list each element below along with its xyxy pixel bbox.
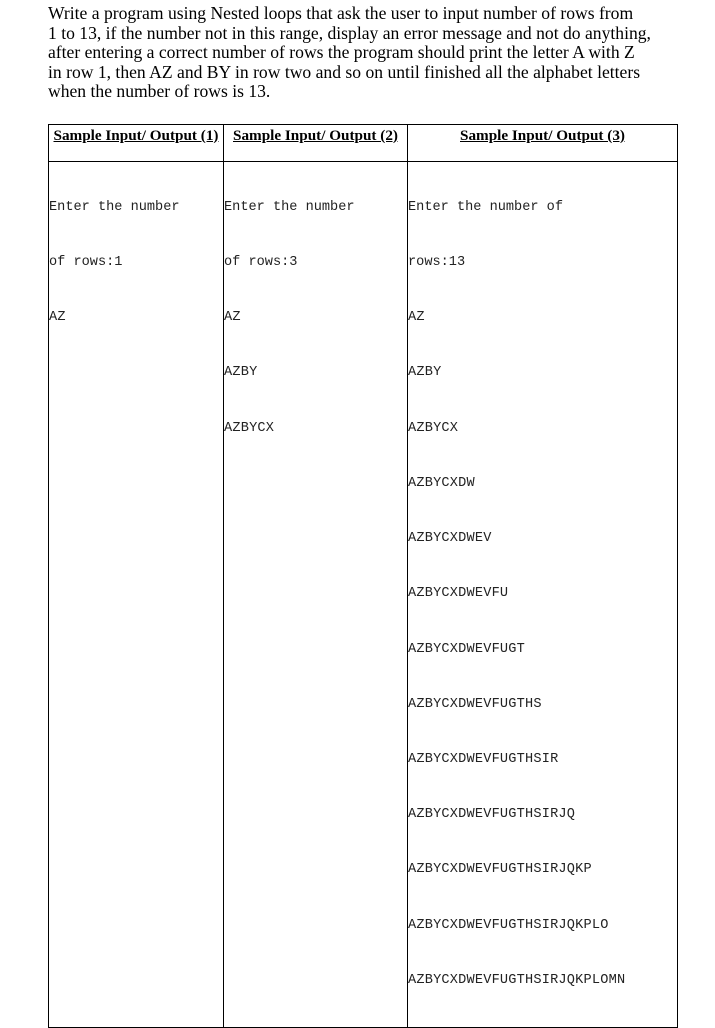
sample-1-header: Sample Input/ Output (1) <box>53 127 219 144</box>
output-line: AZBY <box>224 365 258 381</box>
problem-line: Write a program using Nested loops that ask the user to input number of rows from <box>48 3 634 23</box>
sample-header-row <box>49 125 678 162</box>
output-line: of rows:1 <box>49 255 123 271</box>
output-line: Enter the number <box>49 199 180 215</box>
sample-io-table <box>48 124 678 1028</box>
problem-line: 1 to 13, if the number not in this range, display an error message and not do anything, <box>48 22 651 43</box>
output-line: Enter the number of <box>408 199 563 215</box>
output-line: AZBYCXDW <box>408 475 475 491</box>
output-line: AZBYCXDWEVFUGTHSIRJQKPLOMN <box>408 972 626 988</box>
output-line: Enter the number <box>224 199 355 215</box>
output-line: AZ <box>224 310 241 326</box>
problem-line: when the number of rows is 13. <box>48 81 271 101</box>
sample-1-output <box>49 162 224 1028</box>
output-line: AZBYCXDWEVFUGTHSIRJQKP <box>408 862 592 878</box>
output-line: AZBYCXDWEVFUGTHSIRJQ <box>408 807 576 823</box>
output-line: AZBYCXDWEVFU <box>408 586 509 602</box>
sample-3-output <box>408 162 678 1028</box>
problem-line: after entering a correct number of rows the program should print the letter A with Z <box>48 42 635 62</box>
output-line: AZBYCX <box>408 420 459 436</box>
output-line: AZBYCXDWEV <box>408 531 492 547</box>
sample-3-header-cell <box>408 125 678 162</box>
output-line: AZ <box>408 310 425 326</box>
output-line: of rows:3 <box>224 255 298 271</box>
output-line: AZBYCX <box>224 420 275 436</box>
output-line: AZBY <box>408 365 442 381</box>
problem-statement <box>48 4 688 102</box>
sample-3-header: Sample Input/ Output (3) <box>460 127 625 144</box>
sample-2-output <box>224 162 408 1028</box>
output-line: AZ <box>49 310 66 326</box>
sample-output-row <box>49 162 678 1028</box>
output-line: AZBYCXDWEVFUGTHSIRJQKPLO <box>408 917 609 933</box>
output-line: rows:13 <box>408 255 466 271</box>
sample-2-header: Sample Input/ Output (2) <box>233 127 398 144</box>
output-line: AZBYCXDWEVFUGTHS <box>408 696 542 712</box>
sample-1-header-cell <box>49 125 224 162</box>
sample-2-header-cell <box>224 125 408 162</box>
output-line: AZBYCXDWEVFUGT <box>408 641 526 657</box>
problem-line: in row 1, then AZ and BY in row two and so on until finished all the alphabet letters <box>48 61 641 82</box>
output-line: AZBYCXDWEVFUGTHSIR <box>408 752 559 767</box>
